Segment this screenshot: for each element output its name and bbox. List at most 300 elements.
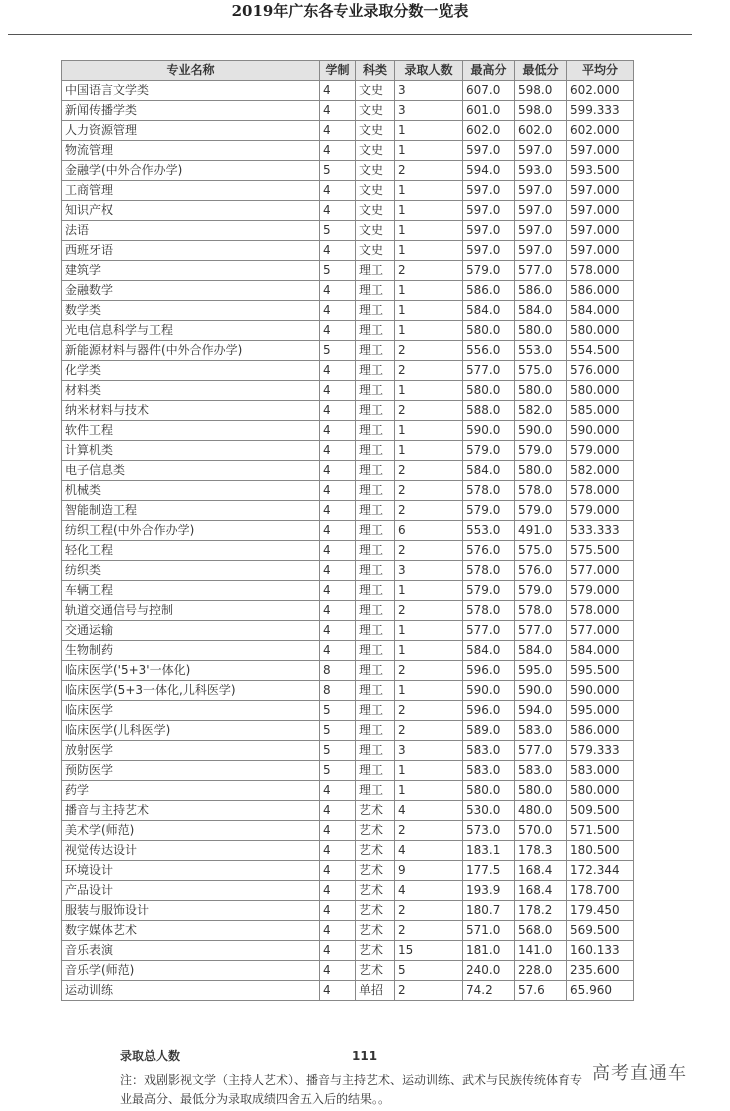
cell-max-score: 607.0	[463, 81, 515, 101]
cell-max-score: 586.0	[463, 281, 515, 301]
header-avg-score: 平均分	[567, 61, 634, 81]
cell-min-score: 594.0	[515, 701, 567, 721]
cell-major: 智能制造工程	[62, 501, 320, 521]
cell-max-score: 588.0	[463, 401, 515, 421]
admission-score-table	[61, 60, 634, 1001]
table-row	[62, 81, 634, 101]
cell-avg-score: 160.133	[567, 941, 634, 961]
cell-admitted: 2	[395, 161, 463, 181]
cell-avg-score: 578.000	[567, 601, 634, 621]
cell-major: 临床医学(儿科医学)	[62, 721, 320, 741]
cell-duration: 4	[320, 521, 356, 541]
cell-avg-score: 579.333	[567, 741, 634, 761]
cell-min-score: 598.0	[515, 101, 567, 121]
cell-major: 建筑学	[62, 261, 320, 281]
cell-min-score: 576.0	[515, 561, 567, 581]
cell-category: 理工	[356, 621, 395, 641]
cell-admitted: 3	[395, 561, 463, 581]
table-row	[62, 221, 634, 241]
cell-category: 理工	[356, 481, 395, 501]
cell-duration: 4	[320, 981, 356, 1001]
cell-max-score: 580.0	[463, 781, 515, 801]
cell-min-score: 553.0	[515, 341, 567, 361]
cell-major: 播音与主持艺术	[62, 801, 320, 821]
cell-min-score: 584.0	[515, 301, 567, 321]
cell-major: 知识产权	[62, 201, 320, 221]
table-row	[62, 281, 634, 301]
cell-duration: 4	[320, 241, 356, 261]
cell-min-score: 584.0	[515, 641, 567, 661]
cell-major: 服装与服饰设计	[62, 901, 320, 921]
cell-admitted: 2	[395, 981, 463, 1001]
cell-max-score: 584.0	[463, 301, 515, 321]
cell-avg-score: 579.000	[567, 501, 634, 521]
cell-min-score: 580.0	[515, 381, 567, 401]
cell-max-score: 597.0	[463, 221, 515, 241]
cell-category: 理工	[356, 601, 395, 621]
table-row	[62, 621, 634, 641]
cell-admitted: 3	[395, 81, 463, 101]
cell-avg-score: 602.000	[567, 121, 634, 141]
table-row	[62, 981, 634, 1001]
cell-avg-score: 584.000	[567, 301, 634, 321]
cell-avg-score: 179.450	[567, 901, 634, 921]
cell-admitted: 15	[395, 941, 463, 961]
cell-category: 理工	[356, 641, 395, 661]
cell-min-score: 178.3	[515, 841, 567, 861]
cell-min-score: 598.0	[515, 81, 567, 101]
cell-major: 新能源材料与器件(中外合作办学)	[62, 341, 320, 361]
cell-min-score: 590.0	[515, 421, 567, 441]
cell-duration: 5	[320, 701, 356, 721]
cell-major: 临床医学('5+3'一体化)	[62, 661, 320, 681]
cell-major: 预防医学	[62, 761, 320, 781]
cell-max-score: 597.0	[463, 201, 515, 221]
cell-max-score: 597.0	[463, 141, 515, 161]
cell-category: 艺术	[356, 901, 395, 921]
table-row	[62, 341, 634, 361]
header-major: 专业名称	[62, 61, 320, 81]
cell-major: 纺织工程(中外合作办学)	[62, 521, 320, 541]
cell-avg-score: 597.000	[567, 141, 634, 161]
cell-duration: 4	[320, 641, 356, 661]
cell-major: 计算机类	[62, 441, 320, 461]
cell-major: 光电信息科学与工程	[62, 321, 320, 341]
cell-major: 纳米材料与技术	[62, 401, 320, 421]
cell-category: 理工	[356, 581, 395, 601]
cell-avg-score: 582.000	[567, 461, 634, 481]
cell-category: 文史	[356, 101, 395, 121]
cell-min-score: 597.0	[515, 201, 567, 221]
cell-major: 产品设计	[62, 881, 320, 901]
cell-admitted: 2	[395, 261, 463, 281]
cell-major: 人力资源管理	[62, 121, 320, 141]
cell-max-score: 590.0	[463, 681, 515, 701]
cell-admitted: 2	[395, 461, 463, 481]
cell-major: 机械类	[62, 481, 320, 501]
cell-max-score: 577.0	[463, 361, 515, 381]
cell-avg-score: 579.000	[567, 581, 634, 601]
cell-min-score: 577.0	[515, 741, 567, 761]
table-row	[62, 841, 634, 861]
cell-category: 艺术	[356, 861, 395, 881]
table-row	[62, 661, 634, 681]
cell-max-score: 553.0	[463, 521, 515, 541]
cell-category: 理工	[356, 501, 395, 521]
cell-category: 艺术	[356, 821, 395, 841]
cell-major: 视觉传达设计	[62, 841, 320, 861]
cell-min-score: 580.0	[515, 781, 567, 801]
cell-avg-score: 590.000	[567, 681, 634, 701]
cell-duration: 4	[320, 601, 356, 621]
cell-avg-score: 602.000	[567, 81, 634, 101]
table-row	[62, 701, 634, 721]
cell-max-score: 74.2	[463, 981, 515, 1001]
cell-min-score: 597.0	[515, 141, 567, 161]
cell-duration: 4	[320, 381, 356, 401]
cell-admitted: 1	[395, 421, 463, 441]
table-row	[62, 521, 634, 541]
cell-duration: 5	[320, 261, 356, 281]
cell-admitted: 1	[395, 681, 463, 701]
table-row	[62, 961, 634, 981]
table-row	[62, 161, 634, 181]
cell-avg-score: 575.500	[567, 541, 634, 561]
cell-duration: 4	[320, 621, 356, 641]
cell-avg-score: 593.500	[567, 161, 634, 181]
cell-admitted: 2	[395, 921, 463, 941]
cell-admitted: 1	[395, 441, 463, 461]
table-row	[62, 361, 634, 381]
header-category: 科类	[356, 61, 395, 81]
cell-admitted: 1	[395, 761, 463, 781]
cell-category: 理工	[356, 721, 395, 741]
cell-admitted: 4	[395, 801, 463, 821]
cell-admitted: 1	[395, 321, 463, 341]
table-row	[62, 121, 634, 141]
cell-avg-score: 554.500	[567, 341, 634, 361]
cell-max-score: 571.0	[463, 921, 515, 941]
cell-duration: 4	[320, 781, 356, 801]
table-row	[62, 901, 634, 921]
cell-major: 数字媒体艺术	[62, 921, 320, 941]
cell-duration: 4	[320, 441, 356, 461]
cell-admitted: 1	[395, 581, 463, 601]
cell-duration: 4	[320, 961, 356, 981]
table-row	[62, 461, 634, 481]
cell-admitted: 2	[395, 601, 463, 621]
cell-avg-score: 579.000	[567, 441, 634, 461]
cell-avg-score: 178.700	[567, 881, 634, 901]
cell-category: 理工	[356, 761, 395, 781]
cell-duration: 4	[320, 881, 356, 901]
table-row	[62, 561, 634, 581]
cell-category: 理工	[356, 741, 395, 761]
table-row	[62, 421, 634, 441]
cell-category: 艺术	[356, 941, 395, 961]
footnote: 注：戏剧影视文学（主持人艺术）、播音与主持艺术、运动训练、武术与民族传统体育专业最高分、最低分为录取成绩四舍五入后的结果。。	[120, 1073, 583, 1106]
cell-min-score: 602.0	[515, 121, 567, 141]
cell-admitted: 6	[395, 521, 463, 541]
cell-admitted: 2	[395, 501, 463, 521]
cell-category: 文史	[356, 181, 395, 201]
cell-major: 生物制药	[62, 641, 320, 661]
cell-admitted: 3	[395, 101, 463, 121]
cell-admitted: 2	[395, 481, 463, 501]
cell-admitted: 1	[395, 641, 463, 661]
cell-min-score: 597.0	[515, 241, 567, 261]
cell-min-score: 570.0	[515, 821, 567, 841]
cell-major: 临床医学	[62, 701, 320, 721]
cell-avg-score: 597.000	[567, 181, 634, 201]
cell-admitted: 1	[395, 201, 463, 221]
cell-max-score: 181.0	[463, 941, 515, 961]
cell-max-score: 584.0	[463, 641, 515, 661]
cell-admitted: 1	[395, 241, 463, 261]
cell-admitted: 1	[395, 301, 463, 321]
table-row	[62, 441, 634, 461]
cell-admitted: 4	[395, 841, 463, 861]
cell-max-score: 556.0	[463, 341, 515, 361]
cell-min-score: 597.0	[515, 221, 567, 241]
cell-min-score: 578.0	[515, 481, 567, 501]
cell-category: 理工	[356, 461, 395, 481]
cell-duration: 4	[320, 301, 356, 321]
cell-min-score: 582.0	[515, 401, 567, 421]
table-row	[62, 721, 634, 741]
cell-duration: 4	[320, 201, 356, 221]
cell-max-score: 579.0	[463, 441, 515, 461]
watermark-text: 高考直通车	[592, 1063, 687, 1084]
cell-avg-score: 569.500	[567, 921, 634, 941]
cell-major: 数学类	[62, 301, 320, 321]
cell-category: 理工	[356, 421, 395, 441]
cell-min-score: 583.0	[515, 761, 567, 781]
cell-admitted: 1	[395, 781, 463, 801]
cell-major: 音乐学(师范)	[62, 961, 320, 981]
cell-max-score: 240.0	[463, 961, 515, 981]
cell-admitted: 1	[395, 381, 463, 401]
table-row	[62, 821, 634, 841]
cell-major: 物流管理	[62, 141, 320, 161]
cell-avg-score: 509.500	[567, 801, 634, 821]
header-admitted: 录取人数	[395, 61, 463, 81]
cell-category: 艺术	[356, 881, 395, 901]
cell-avg-score: 577.000	[567, 561, 634, 581]
cell-max-score: 578.0	[463, 601, 515, 621]
cell-max-score: 579.0	[463, 501, 515, 521]
cell-max-score: 183.1	[463, 841, 515, 861]
cell-avg-score: 583.000	[567, 761, 634, 781]
cell-max-score: 580.0	[463, 381, 515, 401]
cell-category: 理工	[356, 321, 395, 341]
cell-category: 文史	[356, 81, 395, 101]
cell-duration: 4	[320, 541, 356, 561]
table-row	[62, 101, 634, 121]
cell-avg-score: 597.000	[567, 241, 634, 261]
total-value: 111	[352, 1049, 378, 1063]
cell-major: 金融学(中外合作办学)	[62, 161, 320, 181]
cell-max-score: 583.0	[463, 761, 515, 781]
cell-major: 临床医学(5+3一体化,儿科医学)	[62, 681, 320, 701]
header-duration: 学制	[320, 61, 356, 81]
table-row	[62, 301, 634, 321]
cell-avg-score: 586.000	[567, 721, 634, 741]
cell-avg-score: 65.960	[567, 981, 634, 1001]
table-row	[62, 321, 634, 341]
cell-category: 文史	[356, 121, 395, 141]
cell-major: 金融数学	[62, 281, 320, 301]
cell-duration: 4	[320, 461, 356, 481]
table-row	[62, 861, 634, 881]
cell-duration: 5	[320, 221, 356, 241]
cell-max-score: 597.0	[463, 241, 515, 261]
cell-duration: 4	[320, 561, 356, 581]
cell-category: 理工	[356, 281, 395, 301]
cell-duration: 4	[320, 101, 356, 121]
cell-major: 运动训练	[62, 981, 320, 1001]
cell-avg-score: 235.600	[567, 961, 634, 981]
cell-duration: 4	[320, 861, 356, 881]
cell-duration: 4	[320, 181, 356, 201]
cell-category: 理工	[356, 401, 395, 421]
cell-min-score: 168.4	[515, 881, 567, 901]
cell-major: 音乐表演	[62, 941, 320, 961]
cell-admitted: 2	[395, 341, 463, 361]
cell-admitted: 1	[395, 121, 463, 141]
table-row	[62, 381, 634, 401]
cell-avg-score: 584.000	[567, 641, 634, 661]
cell-avg-score: 580.000	[567, 381, 634, 401]
cell-avg-score: 590.000	[567, 421, 634, 441]
cell-min-score: 580.0	[515, 321, 567, 341]
cell-admitted: 2	[395, 701, 463, 721]
cell-admitted: 3	[395, 741, 463, 761]
cell-major: 化学类	[62, 361, 320, 381]
header-max-score: 最高分	[463, 61, 515, 81]
cell-min-score: 580.0	[515, 461, 567, 481]
cell-max-score: 576.0	[463, 541, 515, 561]
cell-min-score: 578.0	[515, 601, 567, 621]
table-row	[62, 881, 634, 901]
cell-max-score: 193.9	[463, 881, 515, 901]
table-row	[62, 261, 634, 281]
total-label: 录取总人数	[120, 1049, 181, 1063]
cell-max-score: 589.0	[463, 721, 515, 741]
cell-avg-score: 578.000	[567, 261, 634, 281]
cell-avg-score: 533.333	[567, 521, 634, 541]
cell-duration: 4	[320, 821, 356, 841]
cell-category: 理工	[356, 681, 395, 701]
cell-max-score: 177.5	[463, 861, 515, 881]
cell-category: 理工	[356, 561, 395, 581]
table-row	[62, 801, 634, 821]
cell-min-score: 57.6	[515, 981, 567, 1001]
cell-max-score: 573.0	[463, 821, 515, 841]
cell-duration: 5	[320, 161, 356, 181]
cell-duration: 4	[320, 141, 356, 161]
cell-category: 文史	[356, 221, 395, 241]
cell-duration: 5	[320, 721, 356, 741]
cell-max-score: 590.0	[463, 421, 515, 441]
cell-avg-score: 595.000	[567, 701, 634, 721]
cell-duration: 8	[320, 681, 356, 701]
cell-category: 理工	[356, 341, 395, 361]
cell-major: 环境设计	[62, 861, 320, 881]
cell-major: 纺织类	[62, 561, 320, 581]
table-row	[62, 761, 634, 781]
cell-min-score: 577.0	[515, 621, 567, 641]
page-title: 2019年广东各专业录取分数一览表	[231, 2, 469, 20]
cell-max-score: 583.0	[463, 741, 515, 761]
table-row	[62, 581, 634, 601]
cell-admitted: 9	[395, 861, 463, 881]
cell-max-score: 530.0	[463, 801, 515, 821]
cell-min-score: 579.0	[515, 501, 567, 521]
cell-major: 轨道交通信号与控制	[62, 601, 320, 621]
table-row	[62, 641, 634, 661]
cell-avg-score: 599.333	[567, 101, 634, 121]
cell-min-score: 595.0	[515, 661, 567, 681]
cell-category: 理工	[356, 661, 395, 681]
cell-max-score: 579.0	[463, 581, 515, 601]
cell-duration: 5	[320, 741, 356, 761]
table-row	[62, 241, 634, 261]
table-row	[62, 501, 634, 521]
cell-max-score: 584.0	[463, 461, 515, 481]
table-row	[62, 741, 634, 761]
cell-major: 电子信息类	[62, 461, 320, 481]
cell-max-score: 596.0	[463, 661, 515, 681]
cell-min-score: 168.4	[515, 861, 567, 881]
cell-avg-score: 578.000	[567, 481, 634, 501]
cell-admitted: 1	[395, 281, 463, 301]
table-header-row	[62, 61, 634, 81]
cell-avg-score: 577.000	[567, 621, 634, 641]
table-row	[62, 541, 634, 561]
cell-category: 理工	[356, 301, 395, 321]
cell-category: 文史	[356, 161, 395, 181]
table-row	[62, 201, 634, 221]
cell-admitted: 2	[395, 401, 463, 421]
cell-max-score: 580.0	[463, 321, 515, 341]
cell-category: 理工	[356, 441, 395, 461]
cell-category: 文史	[356, 201, 395, 221]
cell-admitted: 2	[395, 821, 463, 841]
cell-avg-score: 586.000	[567, 281, 634, 301]
cell-duration: 4	[320, 841, 356, 861]
cell-max-score: 594.0	[463, 161, 515, 181]
cell-major: 西班牙语	[62, 241, 320, 261]
header-min-score: 最低分	[515, 61, 567, 81]
cell-min-score: 577.0	[515, 261, 567, 281]
table-row	[62, 141, 634, 161]
table-row	[62, 601, 634, 621]
cell-min-score: 590.0	[515, 681, 567, 701]
cell-max-score: 596.0	[463, 701, 515, 721]
cell-major: 美术学(师范)	[62, 821, 320, 841]
cell-category: 理工	[356, 361, 395, 381]
cell-major: 工商管理	[62, 181, 320, 201]
cell-duration: 4	[320, 941, 356, 961]
cell-admitted: 2	[395, 361, 463, 381]
table-row	[62, 781, 634, 801]
cell-major: 中国语言文学类	[62, 81, 320, 101]
cell-duration: 4	[320, 501, 356, 521]
cell-admitted: 1	[395, 141, 463, 161]
cell-min-score: 579.0	[515, 441, 567, 461]
cell-duration: 4	[320, 421, 356, 441]
